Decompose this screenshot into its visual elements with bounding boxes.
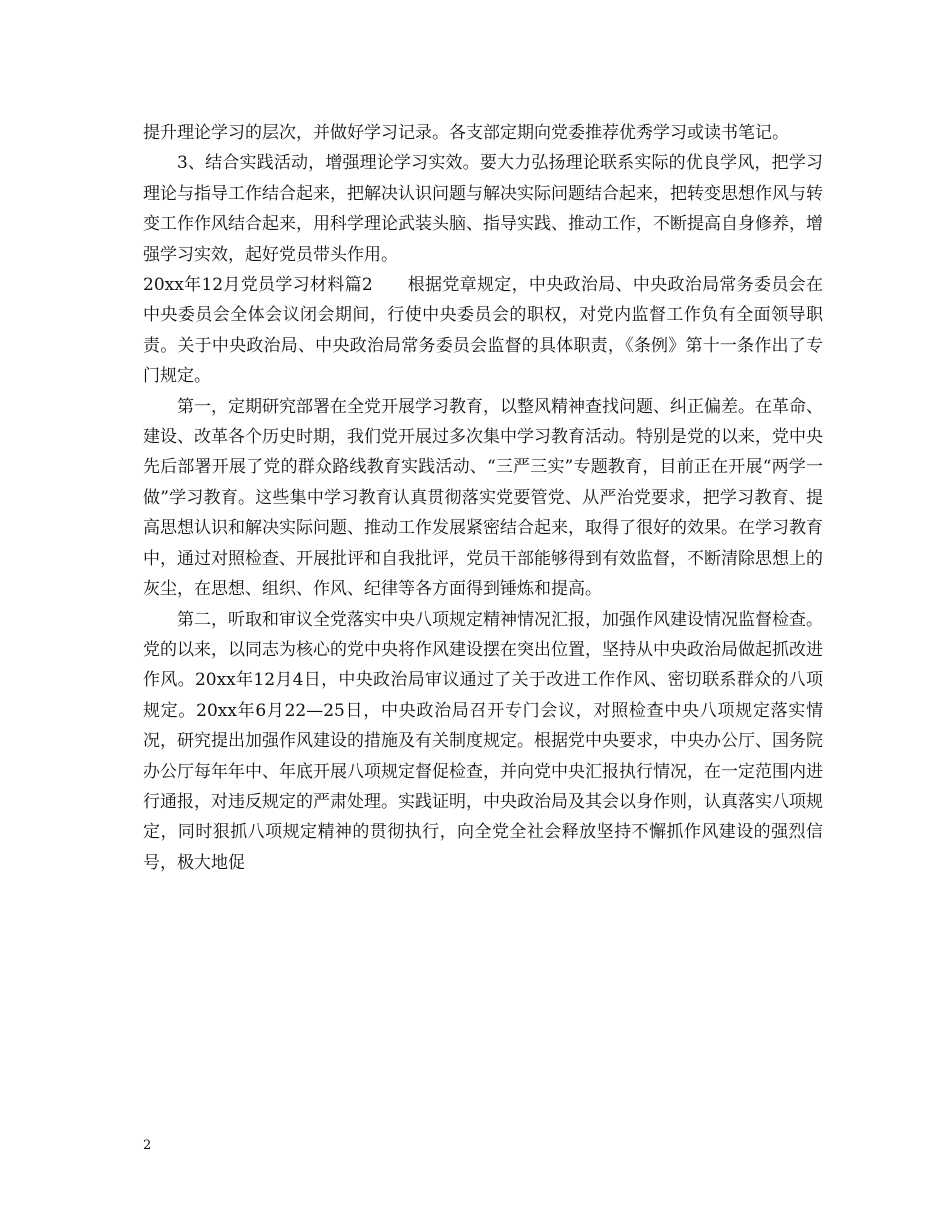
paragraph-3: 20xx年12月党员学习材料篇2 根据党章规定，中央政治局、中央政治局常务委员会在中央委员会全体会议闭会期间，行使中央委员会的职权，对党内监督工作负有全面领导职责。关于中央政治局、中央政治局常务委员会监督的具体职责，《条例》第十一条作出了专门规定。	[143, 275, 823, 387]
page-number: 2	[143, 1138, 152, 1153]
paragraph-1: 提升理论学习的层次，并做好学习记录。各支部定期向党委推荐优秀学习或读书笔记。	[143, 123, 789, 143]
paragraph-4: 第一，定期研究部署在全党开展学习教育，以整风精神查找问题、纠正偏差。在革命、建设、改革各个历史时期，我们党开展过多次集中学习教育活动。特别是党的以来，党中央先后部署开展了党的群众路线教育实践活动、“三严三实”专题教育，目前正在开展“两学一做”学习教育。这些集中学习教育认真贯彻落实党要管党、从严治党要求，把学习教育、提高思想认识和解决实际问题、推动工作发展紧密结合起来，取得了很好的效果。在学习教育中，通过对照检查、开展批评和自我批评，党员干部能够得到有效监督，不断清除思想上的灰尘，在思想、组织、作风、纪律等各方面得到锤炼和提高。	[143, 396, 823, 600]
document-body	[143, 118, 823, 878]
paragraph-5: 第二，听取和审议全党落实中央八项规定精神情况汇报，加强作风建设情况监督检查。党的以来，以同志为核心的党中央将作风建设摆在突出位置，坚持从中央政治局做起抓改进作风。20xx年12月4日，中央政治局审议通过了关于改进工作作风、密切联系群众的八项规定。20xx年6月22—25日，中央政治局召开专门会议，对照检查中央八项规定落实情况，研究提出加强作风建设的措施及有关制度规定。根据党中央要求，中央办公厅、国务院办公厅每年年中、年底开展八项规定督促检查，并向党中央汇报执行情况，在一定范围内进行通报，对违反规定的严肃处理。实践证明，中央政治局及其会以身作则，认真落实八项规定，同时狠抓八项规定精神的贯彻执行，向全党全社会释放坚持不懈抓作风建设的强烈信号，极大地促	[143, 609, 823, 873]
paragraph-2: 3、结合实践活动，增强理论学习实效。要大力弘扬理论联系实际的优良学风，把学习理论与指导工作结合起来，把解决认识问题与解决实际问题结合起来，把转变思想作风与转变工作作风结合起来，用科学理论武装头脑、指导实践、推动工作，不断提高自身修养，增强学习实效，起好党员带头作用。	[143, 153, 823, 265]
